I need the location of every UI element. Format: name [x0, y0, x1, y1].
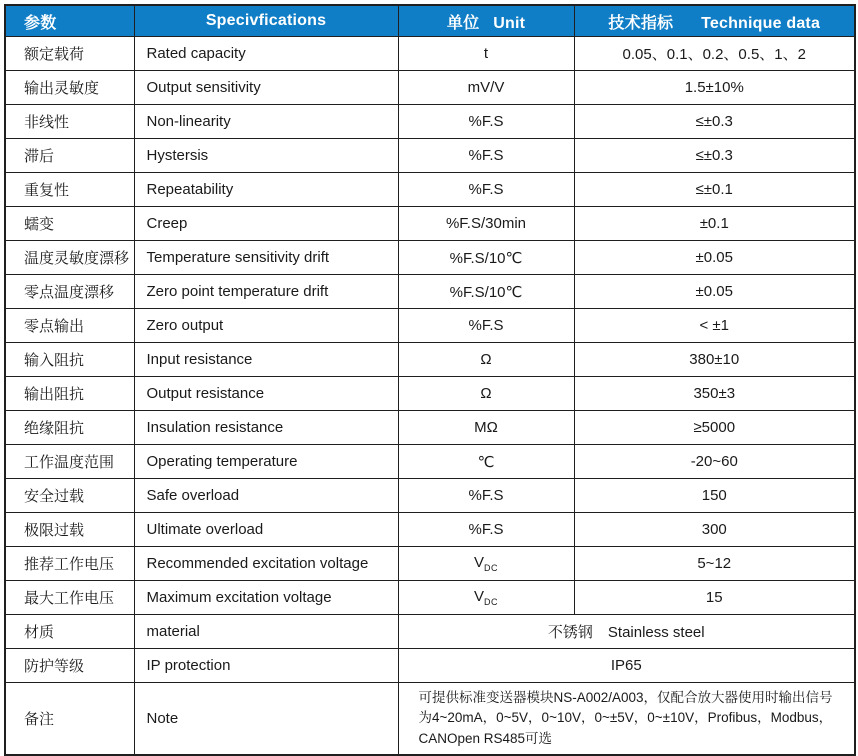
table-row — [5, 71, 855, 105]
unit-cell: Ω — [398, 377, 574, 411]
table-row — [5, 105, 855, 139]
spec-cell: Operating temperature — [134, 445, 398, 479]
value-cell: ≤±0.3 — [574, 139, 855, 173]
value-cell: -20~60 — [574, 445, 855, 479]
unit-cell: $V_{DC}$ — [398, 581, 574, 615]
unit-cell: %F.S — [398, 173, 574, 207]
unit-cell: %F.S/30min — [398, 207, 574, 241]
value-cell: 300 — [574, 513, 855, 547]
spec-cell: Recommended excitation voltage — [134, 547, 398, 581]
header-cell-param: 参数 — [5, 5, 134, 37]
value-cell: 5~12 — [574, 547, 855, 581]
unit-subscript: DC — [484, 563, 498, 573]
param-cell: 备注 — [5, 683, 134, 755]
value-cell: ±0.05 — [574, 275, 855, 309]
spec-cell: Maximum excitation voltage — [134, 581, 398, 615]
value-cell: ≥5000 — [574, 411, 855, 445]
param-cell: 滞后 — [5, 139, 134, 173]
unit-cell: $V_{DC}$ — [398, 547, 574, 581]
value-cell: 可提供标准变送器模块NS-A002/A003，仅配合放大器使用时输出信号为4~20mA，0~5V，0~10V，0~±5V，0~±10V，Profibus，Modbus，CANOpen RS485可选 — [398, 683, 855, 755]
value-cell: IP65 — [398, 649, 855, 683]
table-row — [5, 411, 855, 445]
table-row — [5, 377, 855, 411]
spec-cell: Repeatability — [134, 173, 398, 207]
unit-cell: MΩ — [398, 411, 574, 445]
table-row — [5, 445, 855, 479]
param-cell: 工作温度范围 — [5, 445, 134, 479]
table-row — [5, 615, 855, 649]
table-row — [5, 275, 855, 309]
param-cell: 额定载荷 — [5, 37, 134, 71]
table-row — [5, 241, 855, 275]
param-cell: 推荐工作电压 — [5, 547, 134, 581]
unit-cell: t — [398, 37, 574, 71]
spec-cell: Output sensitivity — [134, 71, 398, 105]
table-row — [5, 343, 855, 377]
param-cell: 防护等级 — [5, 649, 134, 683]
spec-cell: Non-linearity — [134, 105, 398, 139]
spec-cell: Zero output — [134, 309, 398, 343]
unit-cell: Ω — [398, 343, 574, 377]
unit-cell: %F.S/10℃ — [398, 275, 574, 309]
table-row — [5, 207, 855, 241]
table-row — [5, 649, 855, 683]
table-row — [5, 581, 855, 615]
param-cell: 零点输出 — [5, 309, 134, 343]
param-cell: 重复性 — [5, 173, 134, 207]
param-cell: 安全过载 — [5, 479, 134, 513]
param-cell: 输出阻抗 — [5, 377, 134, 411]
table-row — [5, 513, 855, 547]
table-row — [5, 479, 855, 513]
param-cell: 输出灵敏度 — [5, 71, 134, 105]
unit-cell: ℃ — [398, 445, 574, 479]
spec-cell: Creep — [134, 207, 398, 241]
table-row — [5, 683, 855, 755]
unit-cell: mV/V — [398, 71, 574, 105]
unit-cell: %F.S — [398, 139, 574, 173]
value-cell: 150 — [574, 479, 855, 513]
table-row — [5, 547, 855, 581]
spec-cell: material — [134, 615, 398, 649]
param-cell: 零点温度漂移 — [5, 275, 134, 309]
spec-cell: Hystersis — [134, 139, 398, 173]
unit-subscript: DC — [484, 597, 498, 607]
table-row — [5, 173, 855, 207]
unit-cell: %F.S/10℃ — [398, 241, 574, 275]
param-cell: 温度灵敏度漂移 — [5, 241, 134, 275]
table-row — [5, 37, 855, 71]
value-cell: 0.05、0.1、0.2、0.5、1、2 — [574, 37, 855, 71]
unit-cell: %F.S — [398, 513, 574, 547]
spec-cell: Output resistance — [134, 377, 398, 411]
spec-cell: Insulation resistance — [134, 411, 398, 445]
param-cell: 材质 — [5, 615, 134, 649]
unit-cell: %F.S — [398, 479, 574, 513]
value-cell: 380±10 — [574, 343, 855, 377]
value-cell: ±0.1 — [574, 207, 855, 241]
value-cell: 15 — [574, 581, 855, 615]
spec-cell: Note — [134, 683, 398, 755]
value-cell: ≤±0.3 — [574, 105, 855, 139]
param-cell: 非线性 — [5, 105, 134, 139]
value-cell: ±0.05 — [574, 241, 855, 275]
spec-cell: Rated capacity — [134, 37, 398, 71]
spec-table-body — [5, 37, 855, 755]
header-row — [5, 5, 855, 37]
datasheet-page — [4, 4, 856, 756]
spec-cell: IP protection — [134, 649, 398, 683]
param-cell: 最大工作电压 — [5, 581, 134, 615]
header-cell-specifications: Specivfications — [134, 5, 398, 37]
unit-cell: %F.S — [398, 105, 574, 139]
spec-cell: Ultimate overload — [134, 513, 398, 547]
spec-cell: Temperature sensitivity drift — [134, 241, 398, 275]
value-cell: 350±3 — [574, 377, 855, 411]
param-cell: 输入阻抗 — [5, 343, 134, 377]
param-cell: 极限过载 — [5, 513, 134, 547]
param-cell: 绝缘阻抗 — [5, 411, 134, 445]
value-cell: 不锈钢 Stainless steel — [398, 615, 855, 649]
value-cell: 1.5±10% — [574, 71, 855, 105]
value-cell: ≤±0.1 — [574, 173, 855, 207]
unit-cell: %F.S — [398, 309, 574, 343]
param-cell: 蠕变 — [5, 207, 134, 241]
value-cell: < ±1 — [574, 309, 855, 343]
spec-cell: Zero point temperature drift — [134, 275, 398, 309]
table-row — [5, 139, 855, 173]
spec-table — [4, 4, 856, 756]
table-row — [5, 309, 855, 343]
spec-cell: Input resistance — [134, 343, 398, 377]
header-cell-technique-data: 技术指标 Technique data — [574, 5, 855, 37]
spec-cell: Safe overload — [134, 479, 398, 513]
header-cell-unit: 单位 Unit — [398, 5, 574, 37]
